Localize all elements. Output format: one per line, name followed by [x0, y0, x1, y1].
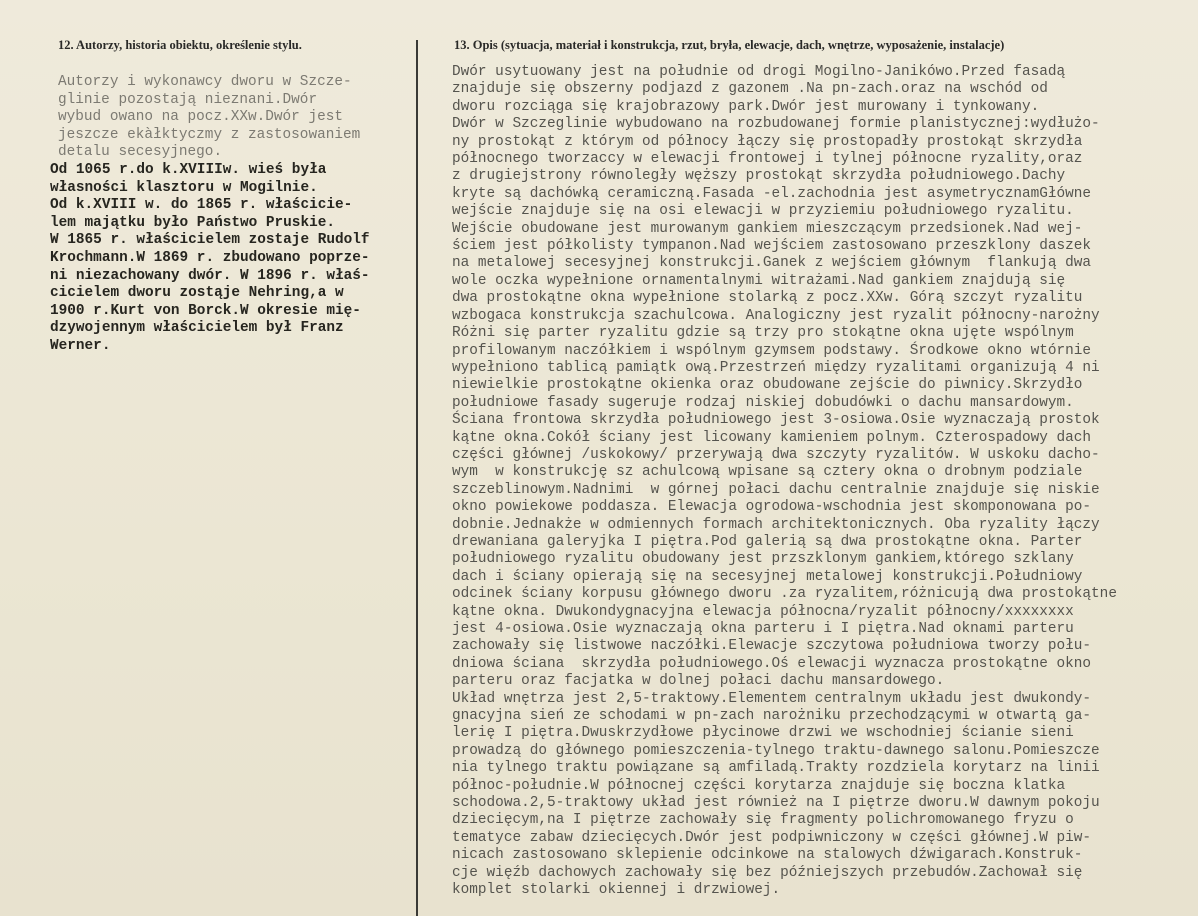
- text-line: dobnie.Jednakże w odmiennych formach architektonicznych. Oba ryzality łączy: [452, 516, 1100, 533]
- text-line: znajduje się obszerny podjazd z gazonem .Na pn-zach.oraz na wschód od: [452, 81, 1048, 98]
- text-line: kątne okna. Dwukondygnacyjna elewacja północna/ryzalit północny/xxxxxxxx: [452, 603, 1074, 620]
- text-line: zachowały się listwowe naczółki.Elewacje szczytowa południowa tworzy połu-: [452, 638, 1092, 655]
- text-line: tematyce zabaw dziecięcych.Dwór jest podpiwniczony w części głównej.W piw-: [452, 829, 1092, 846]
- text-line: wypełniono tablicą pamiątk ową.Przestrzeń między ryzalitami organizują 4 ni: [452, 359, 1100, 376]
- text-line: wejście znajduje się na osi elewacji w przyziemiu południowego ryzalitu.: [452, 203, 1074, 220]
- text-line: Werner.: [50, 337, 111, 354]
- text-line: Dwór usytuowany jest na południe od drogi Mogilno-Janikówo.Przed fasadą: [452, 64, 1066, 80]
- text-line: cje więźb dachowych zachowały się bez późniejszych przebudów.Zachował się: [452, 864, 1083, 881]
- text-line: ni niezachowany dwór. W 1896 r. właś-: [50, 267, 370, 284]
- text-line: kryte są dachówką ceramiczną.Fasada -el.zachodnia jest asymetrycznamGłówne: [452, 185, 1092, 202]
- text-line: na metalowej secesyjnej konstrukcji.Ganek z wejściem głównym flankują dwa: [452, 255, 1092, 272]
- description-paragraph: [452, 64, 1117, 900]
- text-line: Krochmann.W 1869 r. zbudowano poprze-: [50, 249, 370, 266]
- text-line: części głównej /uskokowy/ przerywają dwa szczyty ryzalitów. W uskoku dacho-: [452, 446, 1100, 463]
- text-line: Od 1065 r.do k.XVIIIw. wieś była: [50, 162, 327, 178]
- text-line: kątne okna.Cokół ściany jest licowany kamieniem polnym. Czterospadowy dach: [452, 429, 1092, 446]
- text-line: północ-południe.W północnej części korytarza znajduje się boczna klatka: [452, 777, 1066, 794]
- text-line: dniowa ściana skrzydła południowego.Oś elewacji wyznacza prostokątne okno: [452, 655, 1092, 672]
- text-line: ny prostokąt z którym od północy łączy się prostopadły prostokąt skrzydła: [452, 133, 1083, 150]
- text-line: parteru oraz facjatka w dolnej połaci dachu mansardowego.: [452, 673, 945, 690]
- text-line: z drugiejstrony równoległy węższy prostokąt skrzydła południowego.Dachy: [452, 168, 1066, 185]
- text-line: detalu secesyjnego.: [58, 144, 223, 161]
- text-line: prowadzą do głównego pomieszczenia-tylnego traktu-dawnego salonu.Pomieszcze: [452, 742, 1100, 759]
- text-line: profilowanym naczółkiem i wspólnym gzymsem podstawy. Środkowe okno wtórnie: [452, 342, 1092, 359]
- section-12-header: 12. Autorzy, historia obiektu, określenie stylu.: [58, 38, 302, 52]
- text-line: dach i ściany opierają się na secesyjnej metalowej konstrukcji.Południowy: [452, 568, 1083, 585]
- text-line: komplet stolarki okiennej i drzwiowej.: [452, 882, 781, 899]
- text-line: wole oczka wypełnione ornamentalnymi witrażami.Nad gankiem znajdują się: [452, 272, 1066, 289]
- authors-paragraph: [58, 74, 360, 162]
- text-line: nia tylnego traktu powiązane są amfiladą.Trakty rozdziela korytarz na linii: [452, 760, 1100, 777]
- text-line: odcinek ściany korpusu głównego dworu .za ryzalitem,różnicują dwa prostokątne: [452, 586, 1117, 603]
- text-line: południowego ryzalitu obudowany jest przszklonym gankiem,którego szklany: [452, 551, 1074, 568]
- text-line: dwa prostokątne okna wypełnione stolarką z pocz.XXw. Górą szczyt ryzalitu: [452, 290, 1083, 307]
- text-line: wym w konstrukcję sz achulcową wpisane są cztery okna o drobnym podziale: [452, 464, 1083, 481]
- text-line: jest 4-osiowa.Osie wyznaczają okna parteru i I piętra.Nad oknami parteru: [452, 621, 1074, 637]
- text-line: ściem jest półkolisty tympanon.Nad wejściem zastosowano przeszklony daszek: [452, 238, 1092, 255]
- text-line: gnacyjna sień ze schodami w pn-zach narożniku przechodzącymi w otwartą ga-: [452, 708, 1092, 725]
- text-line: szczeblinowym.Nadnimi w górnej połaci dachu centralnie znajduje się niskie: [452, 481, 1100, 498]
- text-line: Dwór w Szczeglinie wybudowano na rozbudowanej formie planistycznej:wydłużo-: [452, 116, 1100, 133]
- text-line: dworu rozciąga się krajobrazowy park.Dwór jest murowany i tynkowany.: [452, 98, 1040, 115]
- text-line: własności klasztoru w Mogilnie.: [50, 179, 318, 196]
- text-line: jeszcze ekàłktyczmy z zastosowaniem: [58, 126, 361, 143]
- history-paragraph: [50, 162, 370, 356]
- text-line: schodowa.2,5-traktowy układ jest również na I piętrze dworu.W dawnym pokoju: [452, 795, 1100, 812]
- text-line: cicielem dworu zostąje Nehring,a w: [50, 285, 344, 302]
- text-line: Autorzy i wykonawcy dworu w Szcze-: [58, 74, 352, 90]
- text-line: W 1865 r. właścicielem zostaje Rudolf: [50, 232, 370, 249]
- text-line: glinie pozostają nieznani.Dwór: [58, 91, 318, 108]
- text-line: południowe fasady sugeruje rodzaj niskiej dobudówki o dachu mansardowym.: [452, 394, 1074, 411]
- text-line: Ściana frontowa skrzydła południowego jest 3-osiowa.Osie wyznaczają prostok: [452, 412, 1100, 429]
- section-13-header: 13. Opis (sytuacja, materiał i konstrukcja, rzut, bryła, elewacje, dach, wnętrze, wyposażenie, instalacje): [454, 38, 1005, 52]
- column-divider: [416, 40, 418, 916]
- text-line: lem majątku było Państwo Pruskie.: [50, 214, 335, 231]
- text-line: dzywojennym właścicielem był Franz: [50, 320, 344, 337]
- text-line: dziecięcym,na I piętrze zachowały się fragmenty polichromowanego fryzu o: [452, 812, 1074, 829]
- text-line: nicach zastosowano sklepienie odcinkowe na stalowych dźwigarach.Konstruk-: [452, 847, 1083, 864]
- text-line: drewaniana galeryjka I piętra.Pod galerią są dwa prostokątne okna. Parter: [452, 533, 1083, 550]
- text-line: okno powiekowe poddasza. Elewacja ogrodowa-wschodnia jest skomponowana po-: [452, 499, 1092, 516]
- text-line: wzbogaca konstrukcja szachulcowa. Analogiczny jest ryzalit północny-narożny: [452, 307, 1100, 324]
- text-line: Różni się parter ryzalitu gdzie są trzy pro stokątne okna ujęte wspólnym: [452, 325, 1074, 342]
- text-line: niewielkie prostokątne okienka oraz obudowane zejście do piwnicy.Skrzydło: [452, 377, 1083, 394]
- text-line: 1900 r.Kurt von Borck.W okresie mię-: [50, 302, 361, 319]
- text-line: północnego tworzaccy w elewacji frontowej i tylnej północne ryzality,oraz: [452, 151, 1083, 168]
- text-line: Wejście obudowane jest murowanym gankiem mieszczącym przedsionek.Nad wej-: [452, 220, 1083, 237]
- text-line: lerię I piętra.Dwuskrzydłowe płycinowe drzwi we wschodniej ścianie sieni: [452, 725, 1074, 742]
- text-line: Układ wnętrza jest 2,5-traktowy.Elementem centralnym układu jest dwukondy-: [452, 690, 1092, 707]
- text-line: Od k.XVIII w. do 1865 r. właścicie-: [50, 197, 353, 214]
- text-line: wybud owano na pocz.XXw.Dwór jest: [58, 109, 343, 126]
